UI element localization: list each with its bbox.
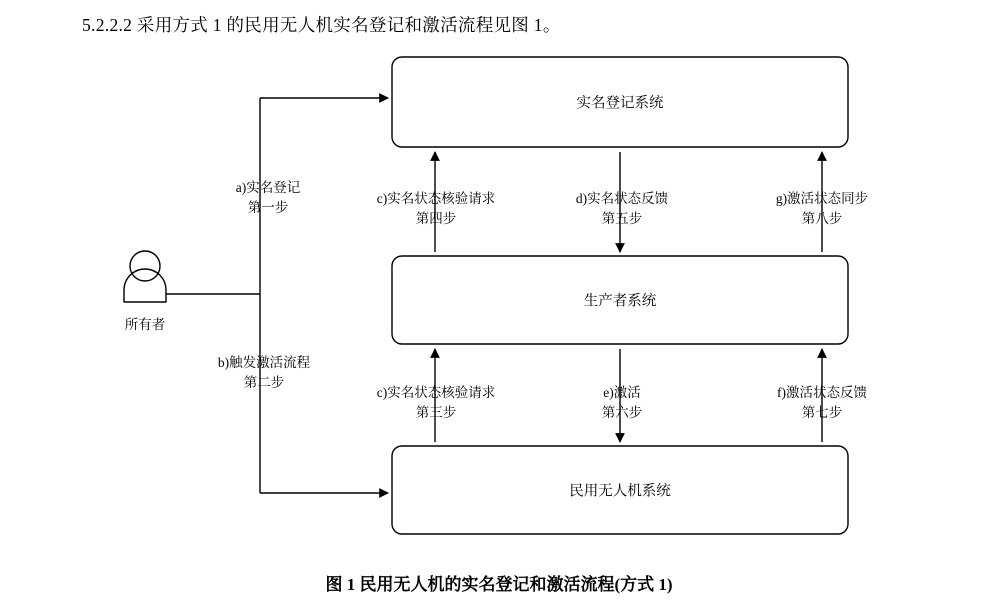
edge-label-f-line1: f)激活状态反馈 [777, 385, 867, 400]
edge-label-g [776, 189, 868, 228]
edge-label-f-line2: 第七步 [801, 404, 843, 420]
box-label-uav-system: 民用无人机系统 [569, 483, 671, 500]
edge-label-c3 [377, 383, 496, 422]
edge-label-g-line2: 第八步 [801, 210, 843, 226]
edge-label-d [576, 189, 668, 228]
box-label-producer-system: 生产者系统 [583, 293, 657, 310]
edge-label-b [218, 353, 310, 392]
edge-label-e [602, 383, 643, 422]
edge-label-c4-line1: c)实名状态核验请求 [376, 191, 496, 206]
edge-label-e-line1: e)激活 [603, 385, 641, 400]
edge-label-c3-line1: c)实名状态核验请求 [376, 385, 496, 400]
person-icon [124, 251, 166, 302]
edge-label-a [236, 178, 301, 217]
edge-label-c4 [377, 189, 496, 228]
edge-label-d-line2: 第五步 [601, 210, 643, 226]
actor-label-owner: 所有者 [124, 317, 166, 332]
edge-label-c3-line2: 第三步 [415, 404, 457, 420]
edge-label-b-line1: b)触发激活流程 [217, 355, 311, 370]
edge-label-g-line1: g)激活状态同步 [775, 191, 869, 206]
edge-label-a-line2: 第一步 [247, 199, 289, 215]
edge-label-c4-line2: 第四步 [415, 210, 457, 226]
figure-caption: 图 1 民用无人机的实名登记和激活流程(方式 1) [325, 575, 673, 594]
box-label-registration-system: 实名登记系统 [576, 95, 664, 112]
edge-label-b-line2: 第二步 [243, 374, 285, 390]
edge-label-a-line1: a)实名登记 [235, 180, 301, 195]
edge-label-f [777, 383, 867, 422]
section-heading: 5.2.2.2 采用方式 1 的民用无人机实名登记和激活流程见图 1。 [82, 15, 561, 35]
edge-label-d-line1: d)实名状态反馈 [575, 191, 669, 206]
edge-label-e-line2: 第六步 [601, 404, 643, 420]
